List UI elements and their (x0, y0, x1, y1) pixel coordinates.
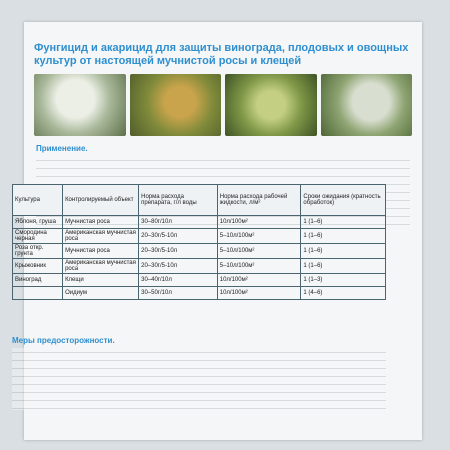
table-cell: Мучнистая роса (63, 244, 139, 259)
table-cell: 1 (1–6) (301, 244, 386, 259)
table-cell: Американская мучнистая роса (63, 259, 139, 274)
table-cell: Клещи (63, 274, 139, 287)
table-cell: 1 (1–3) (301, 274, 386, 287)
table-row (13, 244, 386, 259)
table-row (13, 259, 386, 274)
col-header: Норма расхода препарата, г/л воды (139, 185, 218, 216)
table-cell: Яблоня, груша (13, 216, 63, 229)
table-cell: 1 (4–6) (301, 287, 386, 300)
table-cell: 20–30г/5-10л (139, 244, 218, 259)
table-cell: 1 (1–6) (301, 259, 386, 274)
table-cell: 30–50г/10л (139, 287, 218, 300)
table-cell: Крыжовник (13, 259, 63, 274)
table-row (13, 216, 386, 229)
table-cell: 10л/100м² (217, 216, 301, 229)
table-cell: 30–80г/10л (139, 216, 218, 229)
table-cell (13, 287, 63, 300)
table-header-row (13, 185, 386, 216)
table-cell: 5–10л/100м² (217, 259, 301, 274)
precautions-text-illegible (12, 348, 386, 410)
photo-grape-leaf (130, 74, 222, 136)
col-header: Контролируемый объект (63, 185, 139, 216)
table-row (13, 229, 386, 244)
col-header: Сроки ожидания (кратность обработок) (301, 185, 386, 216)
precautions-heading: Меры предосторожности. (12, 336, 115, 345)
table-cell: 5–10л/100м² (217, 229, 301, 244)
table-cell: 10л/100м² (217, 274, 301, 287)
table-cell: Оидиум (63, 287, 139, 300)
table-cell: 1 (1–6) (301, 216, 386, 229)
table-cell: 20–30г/5-10л (139, 229, 218, 244)
col-header: Культура (13, 185, 63, 216)
photo-mildew-shoot (321, 74, 413, 136)
table-cell: Виноград (13, 274, 63, 287)
table-cell: Роза откр. грунта (13, 244, 63, 259)
table-cell: 1 (1–6) (301, 229, 386, 244)
dosage-table (12, 184, 386, 300)
table-cell: 10л/100м² (217, 287, 301, 300)
table-cell: Смородина черная (13, 229, 63, 244)
headline: Фунгицид и акарицид для защиты винограда, плодовых и овощных культур от настоящей мучнистой росы и клещей (34, 42, 409, 67)
photo-infected-leaf (34, 74, 126, 136)
photo-leaf-spots (225, 74, 317, 136)
table-row (13, 287, 386, 300)
table-row (13, 274, 386, 287)
table-cell: Американская мучнистая роса (63, 229, 139, 244)
photo-strip (34, 74, 412, 136)
table-cell: Мучнистая роса (63, 216, 139, 229)
table-cell: 20–30г/5-10л (139, 259, 218, 274)
application-heading: Применение. (36, 144, 88, 153)
table-cell: 5–10л/100м² (217, 244, 301, 259)
col-header: Норма расхода рабочей жидкости, л/м² (217, 185, 301, 216)
table-cell: 30–40г/10л (139, 274, 218, 287)
